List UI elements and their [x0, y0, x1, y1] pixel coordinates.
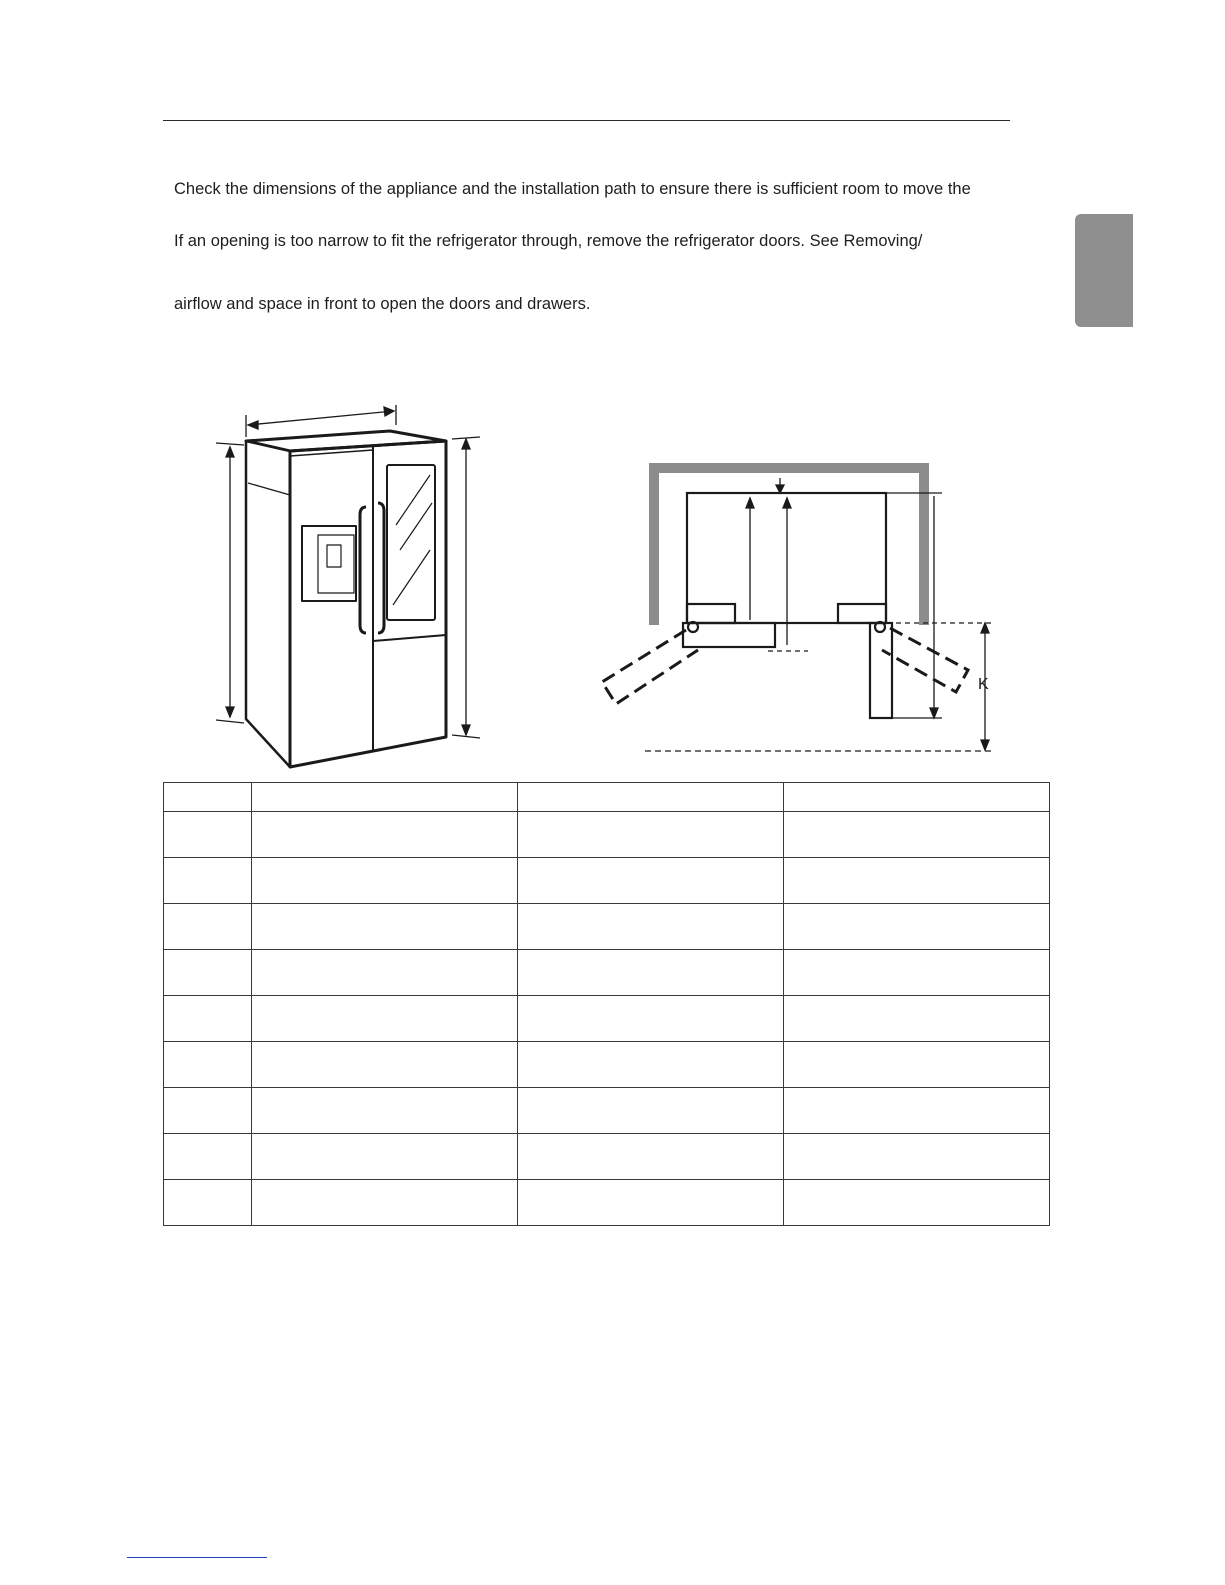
wall-outline [654, 468, 924, 625]
table-cell [518, 1180, 784, 1226]
table-cell [164, 950, 252, 996]
header-rule [163, 120, 1010, 121]
table-cell [252, 783, 518, 812]
table-header-row [164, 783, 1050, 812]
table-cell [784, 858, 1050, 904]
table-cell [164, 1088, 252, 1134]
table-cell [518, 812, 784, 858]
table-row [164, 996, 1050, 1042]
table-cell [784, 1042, 1050, 1088]
table-cell [784, 812, 1050, 858]
table-cell [518, 1088, 784, 1134]
table-cell [784, 904, 1050, 950]
table-cell [784, 1088, 1050, 1134]
table-cell [252, 1042, 518, 1088]
table-cell [252, 812, 518, 858]
table-cell [784, 996, 1050, 1042]
table-cell [784, 783, 1050, 812]
table-cell [252, 1088, 518, 1134]
footer-link-underline[interactable] [127, 1557, 267, 1558]
intro-paragraph-3: airflow and space in front to open the doors and drawers. [174, 295, 591, 313]
table-cell [518, 1042, 784, 1088]
table-cell [784, 1134, 1050, 1180]
table-cell [784, 950, 1050, 996]
dimension-label-k: K [978, 676, 989, 693]
table-cell [518, 858, 784, 904]
table-cell [252, 1180, 518, 1226]
table-cell [164, 812, 252, 858]
table-cell [252, 1134, 518, 1180]
dimensions-table [163, 782, 1050, 1226]
table-cell [252, 904, 518, 950]
table-row [164, 1134, 1050, 1180]
table-row [164, 950, 1050, 996]
table-cell [784, 1180, 1050, 1226]
table-row [164, 812, 1050, 858]
table-cell [252, 858, 518, 904]
table-cell [518, 950, 784, 996]
intro-paragraph-1: Check the dimensions of the appliance and the installation path to ensure there is sufficient room to move the [174, 180, 971, 198]
table-cell [518, 996, 784, 1042]
table-cell [164, 858, 252, 904]
table-row [164, 1088, 1050, 1134]
table-row [164, 858, 1050, 904]
table-row [164, 1180, 1050, 1226]
intro-paragraph-2: If an opening is too narrow to fit the refrigerator through, remove the refrigerator doors. See Removing/ [174, 232, 923, 250]
table-cell [164, 904, 252, 950]
refrigerator-dimension-illustration [200, 395, 500, 775]
section-side-tab[interactable] [1075, 214, 1133, 327]
table-cell [518, 904, 784, 950]
table-cell [252, 996, 518, 1042]
table-cell [164, 783, 252, 812]
table-cell [164, 996, 252, 1042]
table-cell [164, 1042, 252, 1088]
table-cell [518, 783, 784, 812]
table-cell [252, 950, 518, 996]
table-cell [164, 1134, 252, 1180]
table-cell [164, 1180, 252, 1226]
table-row [164, 1042, 1050, 1088]
table-cell [518, 1134, 784, 1180]
table-row [164, 904, 1050, 950]
door-clearance-plan-view [590, 460, 1010, 760]
